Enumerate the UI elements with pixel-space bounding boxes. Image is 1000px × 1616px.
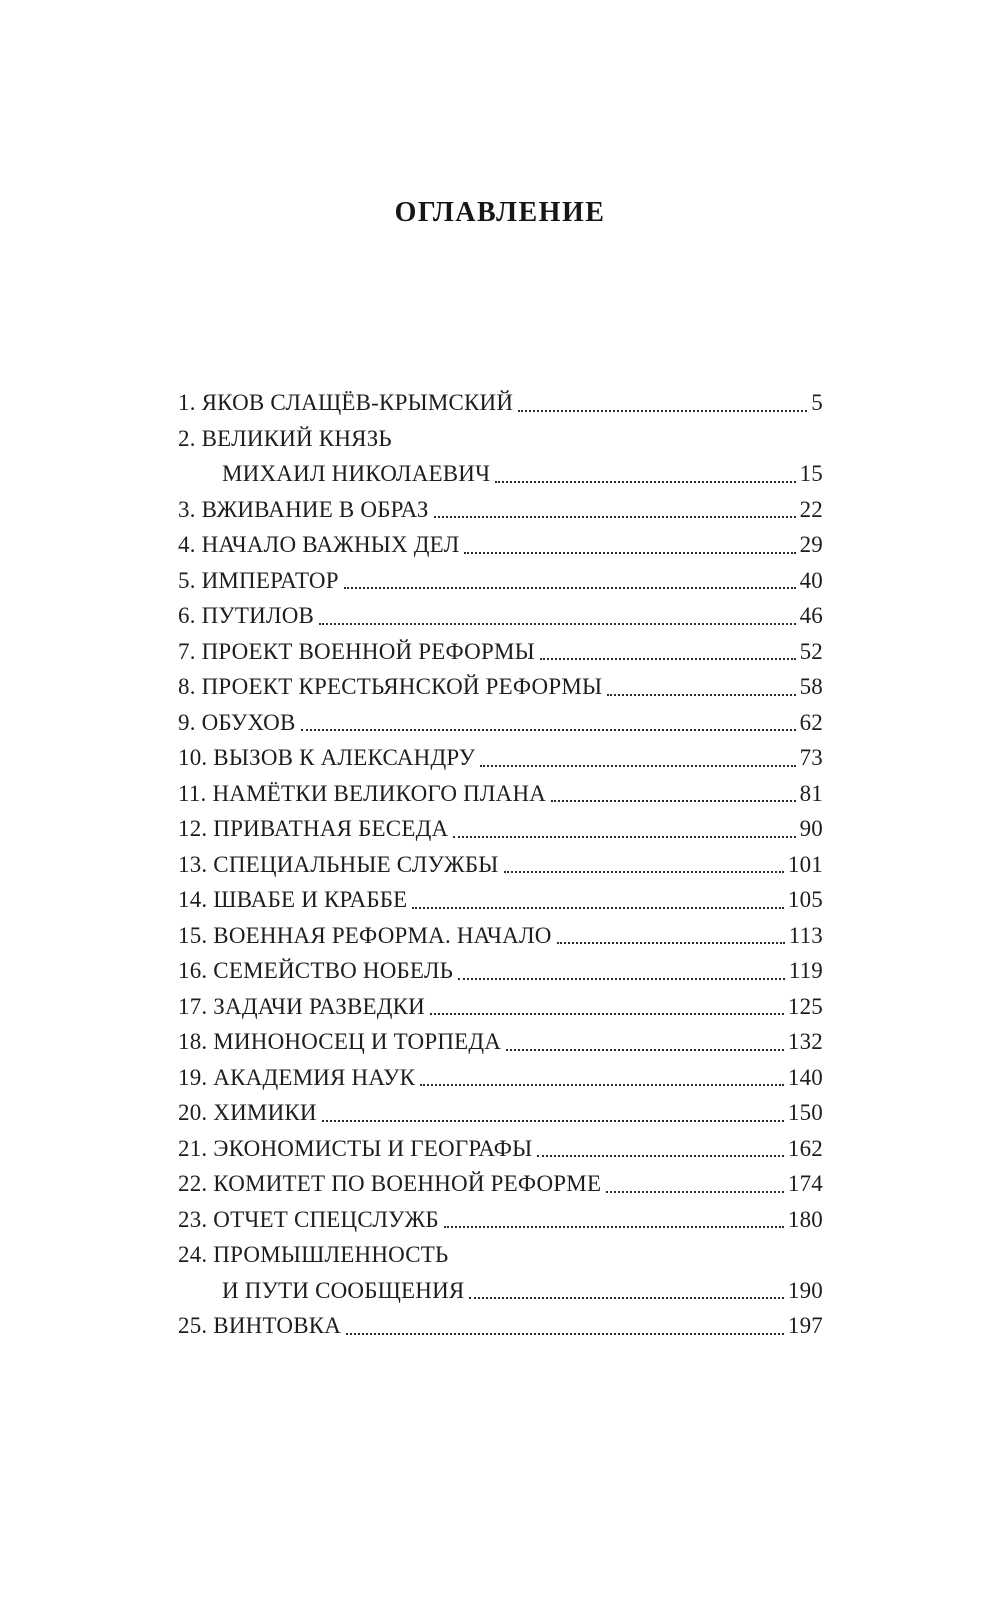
toc-entry-title: 2. ВЕЛИКИЙ КНЯЗЬ [178,425,392,451]
toc-page-number: 105 [787,887,823,912]
toc-entry-title: 19. АКАДЕМИЯ НАУК [178,1064,416,1090]
dot-leader [504,871,784,873]
toc-page-number: 52 [799,638,823,664]
toc-entry [178,1308,823,1344]
toc-entry-title: 4. НАЧАЛО ВАЖНЫХ ДЕЛ [178,532,460,557]
toc-entry-line [178,1024,823,1060]
toc-entry-line [178,989,823,1025]
toc-entry-title: 15. ВОЕННАЯ РЕФОРМА. НАЧАЛО [178,922,552,948]
toc-entry [178,705,823,741]
toc-entry-line [178,1202,823,1238]
toc-entry [178,811,823,847]
dot-leader [444,1226,784,1228]
dot-leader [537,1155,783,1157]
toc-entry-title: 16. СЕМЕЙСТВО НОБЕЛЬ [178,958,454,983]
toc-page-number: 29 [799,532,823,557]
toc-entry-title: 14. ШВАБЕ И КРАББЕ [178,887,408,912]
toc-entry-line [178,634,823,670]
toc-entry-title-continuation: МИХАИЛ НИКОЛАЕВИЧ [222,461,491,486]
toc-entry [178,847,823,883]
toc-entry [178,1060,823,1096]
toc-page-number: 62 [799,709,823,735]
toc-entry-line [178,421,823,457]
toc-entry-line [178,1308,823,1344]
toc-entry [178,669,823,705]
toc-page-number: 90 [799,816,823,841]
dot-leader [346,1333,784,1335]
dot-leader [319,623,795,625]
toc-entry-title: 12. ПРИВАТНАЯ БЕСЕДА [178,816,449,841]
toc-page-number: 15 [799,461,823,486]
toc-entry [178,989,823,1025]
toc-page-number: 197 [787,1313,823,1338]
toc-page-number: 5 [811,390,823,415]
toc-entry [178,598,823,634]
toc-entry [178,953,823,989]
dot-leader [480,765,795,767]
toc-entry-title: 21. ЭКОНОМИСТЫ И ГЕОГРАФЫ [178,1135,533,1161]
toc-page-number: 113 [788,922,823,948]
toc-entry-title: 10. ВЫЗОВ К АЛЕКСАНДРУ [178,745,476,770]
toc-page-number: 73 [799,745,823,770]
toc-page-number: 132 [787,1029,823,1054]
toc-page-number: 22 [799,496,823,522]
toc-entry-line [178,563,823,599]
toc-entry-title: 1. ЯКОВ СЛАЩЁВ-КРЫМСКИЙ [178,390,514,415]
dot-leader [469,1297,783,1299]
toc-entry-line [178,1237,823,1273]
dot-leader [322,1120,784,1122]
toc-entry-title: 17. ЗАДАЧИ РАЗВЕДКИ [178,993,425,1019]
toc-page-number: 180 [787,1206,823,1232]
toc-entry-line [178,669,823,705]
toc-entry-line-continuation [178,456,823,492]
dot-leader [420,1084,784,1086]
dot-leader [453,836,795,838]
dot-leader [495,481,795,483]
toc-entry [178,882,823,918]
toc-entry-title: 23. ОТЧЕТ СПЕЦСЛУЖБ [178,1206,439,1232]
toc-page-number: 40 [799,567,823,593]
toc-entry-line [178,847,823,883]
toc-entry [178,1095,823,1131]
toc-entry-line-continuation [178,1273,823,1309]
dot-leader [518,410,807,412]
toc-entry [178,492,823,528]
dot-leader [412,907,783,909]
dot-leader [506,1049,784,1051]
toc-entry [178,1166,823,1202]
toc-entry-title: 18. МИНОНОСЕЦ И ТОРПЕДА [178,1029,502,1054]
dot-leader [557,942,785,944]
page-title: ОГЛАВЛЕНИЕ [394,197,606,228]
dot-leader [301,729,796,731]
toc-entry-title-continuation: И ПУТИ СООБЩЕНИЯ [222,1277,465,1303]
toc-entry [178,740,823,776]
toc-entry [178,1024,823,1060]
toc-entry-title: 6. ПУТИЛОВ [178,603,315,628]
toc-entry-line [178,740,823,776]
toc-entry-title: 5. ИМПЕРАТОР [178,567,339,593]
toc-entry [178,1237,823,1308]
toc-page-number: 81 [799,780,823,806]
dot-leader [434,516,796,518]
toc-entry [178,421,823,492]
dot-leader [464,552,795,554]
toc-entry-title: 11. НАМЁТКИ ВЕЛИКОГО ПЛАНА [178,780,547,806]
toc-entry-title: 9. ОБУХОВ [178,709,296,735]
toc-entry-title: 25. ВИНТОВКА [178,1313,342,1338]
toc-entry-title: 7. ПРОЕКТ ВОЕННОЙ РЕФОРМЫ [178,638,535,664]
toc-entry [178,1202,823,1238]
toc-page-number: 140 [787,1064,823,1090]
toc-page-number: 58 [799,674,823,699]
toc-page-number: 162 [787,1135,823,1161]
toc-entry-line [178,385,823,421]
toc-entry-line [178,882,823,918]
toc-entry-line [178,527,823,563]
toc-entry-line [178,598,823,634]
toc-entry-line [178,776,823,812]
dot-leader [344,587,796,589]
toc-page-number: 150 [787,1100,823,1125]
toc-page-number: 101 [787,851,823,877]
dot-leader [540,658,796,660]
dot-leader [458,978,785,980]
toc-page-number: 125 [787,993,823,1019]
toc-entry-line [178,492,823,528]
toc-entry [178,527,823,563]
toc-entry-title: 3. ВЖИВАНИЕ В ОБРАЗ [178,496,429,522]
toc-entry-line [178,705,823,741]
toc-page-number: 46 [799,603,823,628]
toc-entry [178,918,823,954]
toc-entry-line [178,1060,823,1096]
toc-entry [178,776,823,812]
toc-entry-title: 13. СПЕЦИАЛЬНЫЕ СЛУЖБЫ [178,851,499,877]
toc-entry-line [178,1095,823,1131]
toc-entry [178,563,823,599]
toc-entry-title: 20. ХИМИКИ [178,1100,317,1125]
toc-entry-line [178,953,823,989]
dot-leader [551,800,795,802]
toc-entry-line [178,1166,823,1202]
toc-list [178,385,823,1344]
toc-entry [178,1131,823,1167]
toc-entry [178,634,823,670]
toc-entry-title: 24. ПРОМЫШЛЕННОСТЬ [178,1242,449,1267]
dot-leader [430,1013,784,1015]
toc-entry [178,385,823,421]
toc-entry-line [178,1131,823,1167]
toc-entry-title: 22. КОМИТЕТ ПО ВОЕННОЙ РЕФОРМЕ [178,1171,602,1196]
toc-page-number: 119 [788,958,823,983]
toc-entry-line [178,918,823,954]
toc-page-number: 174 [787,1171,823,1196]
toc-entry-title: 8. ПРОЕКТ КРЕСТЬЯНСКОЙ РЕФОРМЫ [178,674,603,699]
toc-entry-line [178,811,823,847]
dot-leader [607,694,795,696]
toc-page-number: 190 [787,1277,823,1303]
dot-leader [606,1191,784,1193]
